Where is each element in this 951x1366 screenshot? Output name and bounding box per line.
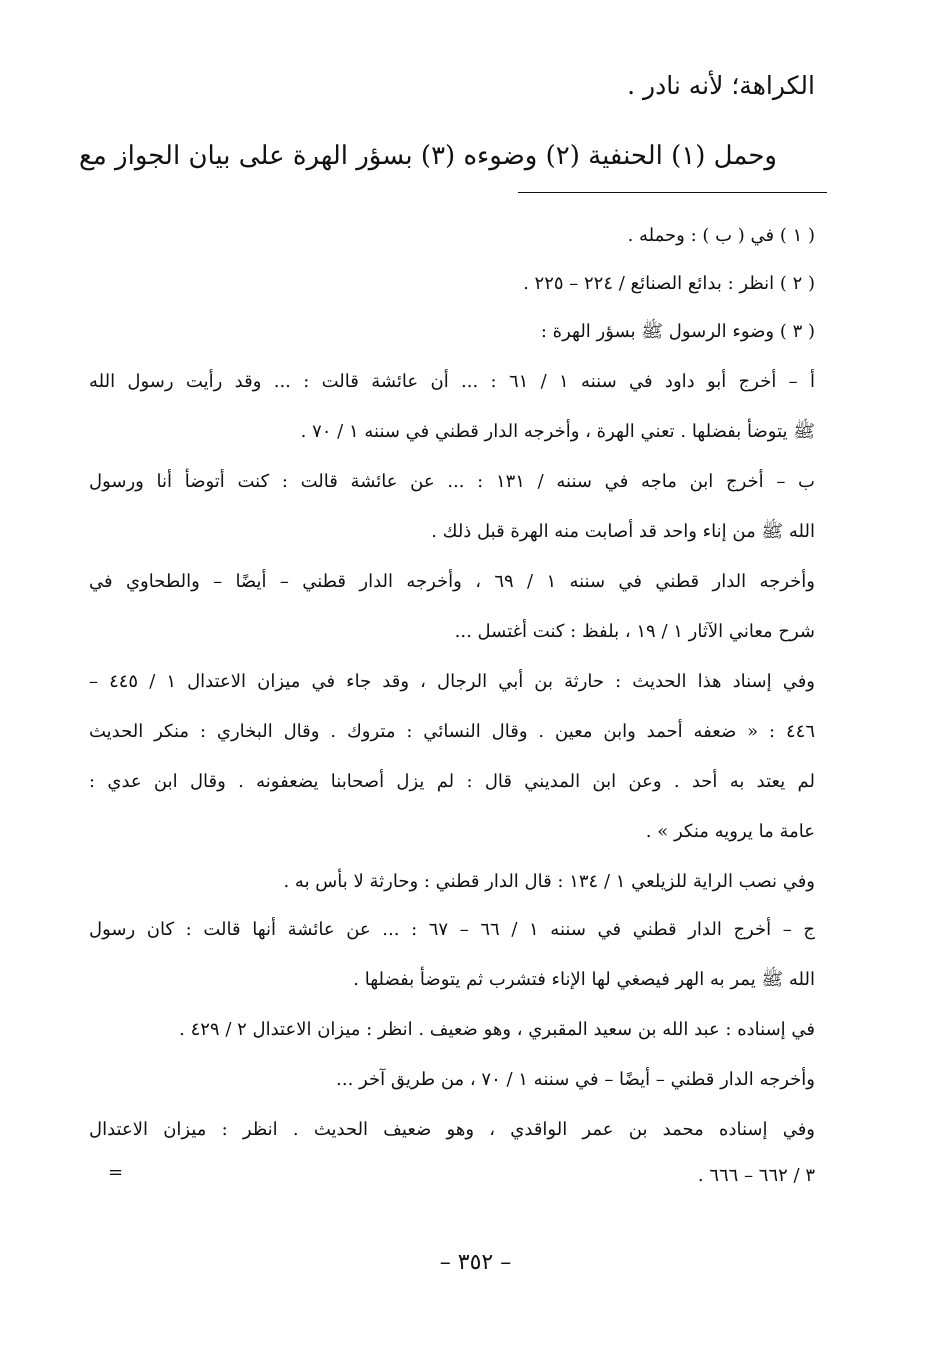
footnote-line: وأخرجه الدار قطني – أيضًا – في سننه ١ / ٧٠ ، من طريق آخر ...: [336, 1069, 815, 1090]
footnote-line: ٤٤٦ : « ضعفه أحمد وابن معين . وقال النسائي : متروك . وقال البخاري : منكر الحديث: [89, 721, 815, 742]
footnote-line: الله ﷺ من إناء واحد قد أصابت منه الهرة قبل ذلك .: [431, 521, 815, 542]
page-number: – ٣٥٢ –: [439, 1250, 512, 1275]
main-text-line-2: وحمل (١) الحنفية (٢) وضوءه (٣) بسؤر الهرة على بيان الجواز مع: [79, 141, 777, 171]
footnote-line: عامة ما يرويه منكر » .: [645, 821, 815, 842]
footnote-line: ج – أخرج الدار قطني في سننه ١ / ٦٦ – ٦٧ : ... عن عائشة أنها قالت : كان رسول: [89, 919, 815, 940]
footnote-line: الله ﷺ يمر به الهر فيصغي لها الإناء فتشرب ثم يتوضأ بفضلها .: [353, 969, 815, 990]
footnote-line: لم يعتد به أحد . وعن ابن المديني قال : لم يزل أصحابنا يضعفونه . وقال ابن عدي :: [89, 771, 815, 792]
footnote-line: وفي إسناد هذا الحديث : حارثة بن أبي الرجال ، وقد جاء في ميزان الاعتدال ١ / ٤٤٥ –: [89, 671, 815, 692]
footnote-line: ( ١ ) في ( ب ) : وحمله .: [627, 225, 815, 246]
footnote-line: ( ٢ ) انظر : بدائع الصنائع / ٢٢٤ – ٢٢٥ .: [523, 273, 815, 294]
main-text-line-1: الكراهة؛ لأنه نادر .: [627, 71, 815, 100]
footnote-line: وفي نصب الراية للزيلعي ١ / ١٣٤ : قال الدار قطني : وحارثة لا بأس به .: [283, 871, 815, 892]
footnote-separator: [518, 192, 827, 193]
footnote-line: وأخرجه الدار قطني في سننه ١ / ٦٩ ، وأخرجه الدار قطني – أيضًا – والطحاوي في: [89, 571, 815, 592]
footnote-line: أ – أخرج أبو داود في سننه ١ / ٦١ : ... أن عائشة قالت : ... وقد رأيت رسول الله: [89, 371, 815, 392]
footnote-line: وفي إسناده محمد بن عمر الواقدي ، وهو ضعيف الحديث . انظر : ميزان الاعتدال: [89, 1119, 815, 1140]
footnote-line: ( ٣ ) وضوء الرسول ﷺ بسؤر الهرة :: [540, 321, 815, 342]
footnote-line: شرح معاني الآثار ١ / ١٩ ، بلفظ : كنت أغتسل ...: [454, 621, 815, 642]
footnote-line: في إسناده : عبد الله بن سعيد المقبري ، وهو ضعيف . انظر : ميزان الاعتدال ٢ / ٤٢٩ .: [179, 1019, 815, 1040]
footnote-line: ٣ / ٦٦٢ – ٦٦٦ .: [697, 1165, 815, 1186]
footnote-line: ﷺ يتوضأ بفضلها . تعني الهرة ، وأخرجه الدار قطني في سننه ١ / ٧٠ .: [300, 421, 815, 442]
footnote-line: ب – أخرج ابن ماجه في سننه / ١٣١ : ... عن عائشة قالت : كنت أتوضأ أنا ورسول: [89, 471, 815, 492]
continuation-mark: =: [108, 1162, 124, 1183]
